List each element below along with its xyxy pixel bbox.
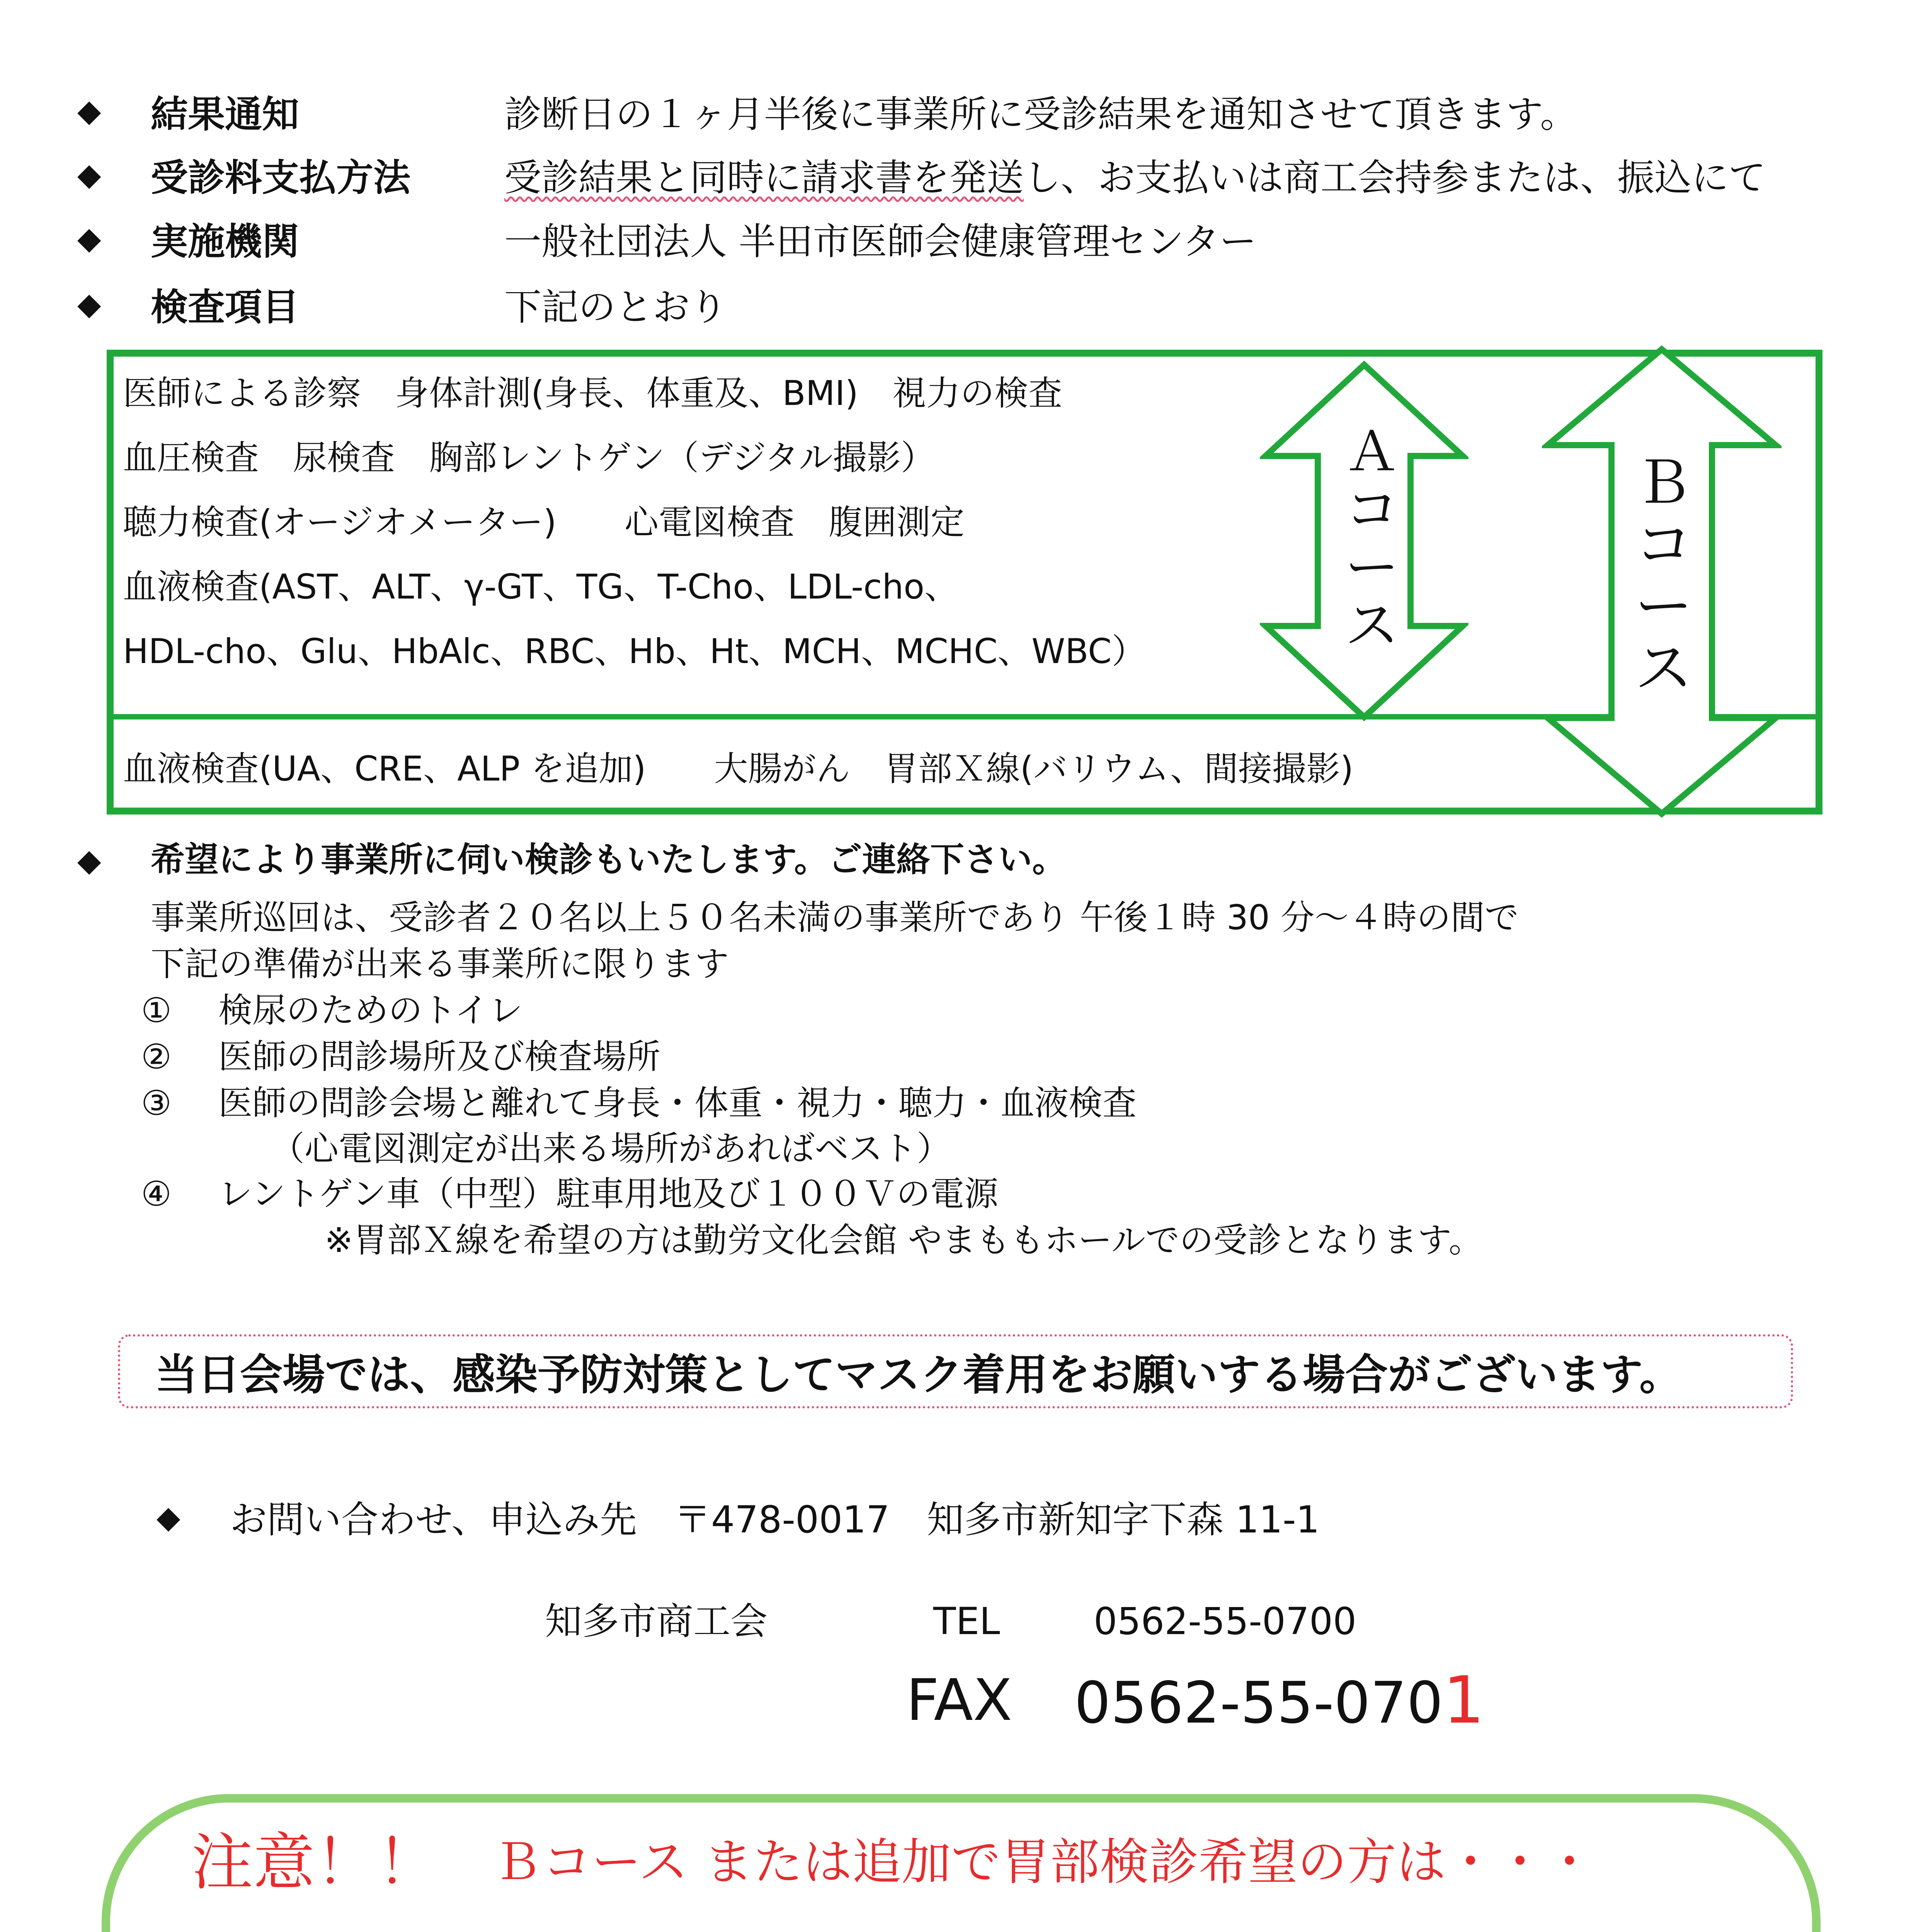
mask-notice-box (118, 1334, 1793, 1408)
fax-label: FAX (906, 1667, 1012, 1733)
contact-org: 知多市商工会 (545, 1600, 767, 1643)
xray-note: ※胃部Ｘ線を希望の方は勤労文化会館 やまももホールでの受診となります。 (325, 1220, 1483, 1260)
info-value (504, 155, 1766, 201)
a-course-label: Ａコース (1345, 420, 1399, 657)
exam-line: HDL-cho、Glu、HbAlc、RBC、Hb、Ht、MCH、MCHC、WBC） (123, 631, 1146, 671)
visit-heading: 希望により事業所に伺い検診もいたします。ご連絡下さい。 (151, 840, 1066, 879)
exam-line: 血圧検査 尿検査 胸部レントゲン（デジタル撮影） (123, 438, 935, 478)
info-value-underlined: 受診結果と同時に請求書を発送 (504, 156, 1024, 199)
fax-number (1074, 1662, 1485, 1738)
exam-line: 聴力検査(オージオメーター) 心電図検査 腹囲測定 (123, 502, 965, 542)
diamond-bullet-icon: ◆ (77, 156, 101, 192)
exam-line-b: 血液検査(UA、CRE、ALP を追加) 大腸がん 胃部Ｘ線(バリウム、間接撮影) (123, 749, 1354, 789)
info-label: 受診料支払方法 (151, 156, 410, 199)
exam-line: 血液検査(AST、ALT、γ‐GT、TG、T-Cho、LDL-cho、 (123, 567, 959, 607)
diamond-bullet-icon: ◆ (77, 842, 101, 878)
contact-heading: お問い合わせ、申込み先 〒478-0017 知多市新知字下森 11-1 (230, 1498, 1320, 1541)
tel-number: 0562-55-0700 (1094, 1600, 1357, 1643)
visit-item: 医師の問診会場と離れて身長・体重・視力・聴力・血液検査 (218, 1083, 1137, 1123)
diamond-bullet-icon: ◆ (157, 1499, 180, 1535)
visit-item-number: ② (141, 1037, 172, 1077)
info-value: 一般社団法人 半田市医師会健康管理センター (504, 220, 1257, 263)
visit-item-number: ④ (141, 1174, 172, 1214)
info-label: 結果通知 (151, 93, 299, 136)
visit-item: レントゲン車（中型）駐車用地及び１００Ｖの電源 (218, 1174, 999, 1214)
info-label: 検査項目 (151, 286, 299, 329)
diamond-bullet-icon: ◆ (77, 220, 101, 256)
caution-subtitle: Ｂコース または追加で胃部検診希望の方は・・・ (493, 1833, 1594, 1891)
b-course-label: Ｂコース (1634, 449, 1693, 702)
visit-item-note: （心電図測定が出来る場所があればベスト） (271, 1129, 951, 1168)
fax-number-last-digit: 1 (1443, 1662, 1485, 1738)
info-label: 実施機関 (151, 220, 299, 263)
visit-item: 検尿のためのトイレ (218, 990, 523, 1030)
visit-item-number: ③ (141, 1083, 172, 1123)
info-value: 診断日の１ヶ月半後に事業所に受診結果を通知させて頂きます。 (504, 93, 1577, 136)
info-value-rest: し、お支払いは商工会持参または、振込にて (1024, 156, 1766, 199)
exam-line: 医師による診察 身体計測(身長、体重及、BMI) 視力の検査 (123, 373, 1062, 413)
visit-item: 医師の問診場所及び検査場所 (218, 1037, 661, 1077)
info-value: 下記のとおり (504, 286, 727, 329)
visit-desc: 事業所巡回は、受診者２０名以上５０名未満の事業所であり 午後１時 30 分～４時の間で (151, 898, 1519, 937)
tel-label: TEL (933, 1600, 1000, 1643)
fax-number-main: 0562-55-070 (1074, 1670, 1443, 1736)
diamond-bullet-icon: ◆ (77, 93, 101, 129)
diamond-bullet-icon: ◆ (77, 286, 101, 322)
caution-title: 注意！！ (191, 1826, 439, 1898)
visit-item-number: ① (141, 990, 172, 1030)
visit-desc: 下記の準備が出来る事業所に限ります (151, 944, 729, 984)
mask-notice-text: 当日会場では、感染予防対策としてマスク着用をお願いする場合がございます。 (155, 1350, 1682, 1400)
